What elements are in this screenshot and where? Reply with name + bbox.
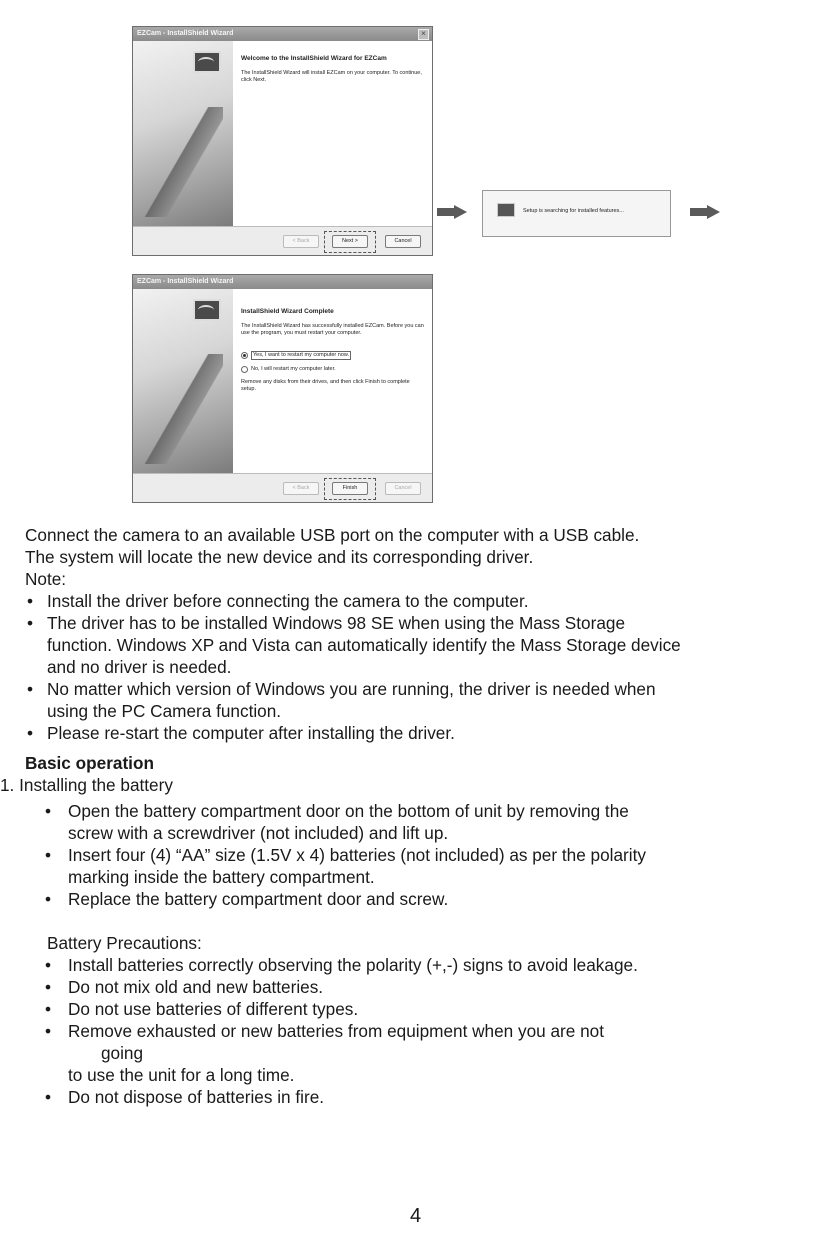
note-item (25, 590, 819, 612)
radio-label: Yes, I want to restart my computer now. (253, 352, 350, 358)
swoosh-graphic (143, 354, 223, 464)
precaution-text: going (101, 1043, 144, 1063)
next-button[interactable]: Next > (332, 235, 368, 248)
section-heading: Basic operation (25, 753, 154, 773)
finish-button[interactable]: Finish (332, 482, 368, 495)
note-text: • The driver has to be installed Windows 98 SE when using the Mass Storage (47, 613, 625, 633)
radio-selected-icon (241, 352, 248, 359)
radio-empty-icon (241, 366, 248, 373)
note-text: • Please re-start the computer after installing the driver. (47, 723, 455, 743)
step-text: • Open the battery compartment door on the bottom of unit by removing the (68, 801, 629, 821)
precaution-text: to use the unit for a long time. (68, 1065, 295, 1085)
precaution-text: • Do not mix old and new batteries. (68, 977, 324, 997)
window-title: EZCam - InstallShield Wizard (133, 275, 432, 289)
arrow-right-icon (690, 205, 720, 219)
note-text: function. Windows XP and Vista can automatically identify the Mass Storage device (47, 635, 681, 655)
window-title: EZCam - InstallShield Wizard (133, 27, 432, 41)
wizard-footer (133, 473, 432, 502)
cancel-button[interactable]: Cancel (385, 235, 421, 248)
monitor-icon (193, 299, 221, 321)
arrow-right-icon (437, 205, 467, 219)
wizard-note: Remove any disks from their drives, and then click Finish to complete setup. (241, 379, 410, 392)
radio-restart-later[interactable] (241, 366, 424, 373)
precaution-text: • Install batteries correctly observing the polarity (+,-) signs to avoid leakage. (68, 955, 638, 975)
note-text: • No matter which version of Windows you are running, the driver is needed when (47, 679, 656, 699)
step-text: marking inside the battery compartment. (68, 867, 375, 887)
note-text: and no driver is needed. (47, 657, 232, 677)
note-item (25, 678, 819, 722)
back-button[interactable]: < Back (283, 482, 319, 495)
step-heading: 1. Installing the battery (0, 775, 173, 795)
wizard-content (241, 55, 424, 90)
wizard-heading: Welcome to the InstallShield Wizard for EZCam (241, 55, 387, 62)
precaution-item (25, 1020, 819, 1064)
search-progress-dialog (482, 190, 671, 237)
note-item (25, 612, 819, 678)
installshield-complete-window (132, 274, 433, 503)
note-item (25, 722, 819, 744)
close-icon[interactable]: × (418, 29, 429, 40)
battery-step (25, 888, 819, 910)
wizard-body: The InstallShield Wizard has successfully installed EZCam. Before you can use the program, you must restart your computer. (241, 323, 424, 336)
battery-step (25, 800, 819, 844)
precautions-heading: Battery Precautions: (47, 933, 202, 953)
precaution-item (25, 1086, 819, 1108)
note-label: Note: (25, 569, 67, 589)
step-text: • Insert four (4) “AA” size (1.5V x 4) batteries (not included) as per the polarity (68, 845, 646, 865)
wizard-footer (133, 226, 432, 255)
precaution-item (25, 954, 819, 976)
search-status-text: Setup is searching for installed features... (523, 208, 624, 214)
precaution-text: • Remove exhausted or new batteries from equipment when you are not (68, 1021, 604, 1041)
page-number: 4 (409, 1205, 422, 1227)
intro-line: The system will locate the new device and its corresponding driver. (25, 547, 534, 567)
precaution-text: • Do not use batteries of different types. (68, 999, 359, 1019)
swoosh-graphic (143, 107, 223, 217)
cancel-button[interactable]: Cancel (385, 482, 421, 495)
note-text: • Install the driver before connecting the camera to the computer. (47, 591, 529, 611)
radio-restart-now[interactable] (241, 351, 424, 360)
wizard-side-banner (133, 41, 233, 227)
step-text: • Replace the battery compartment door and screw. (68, 889, 449, 909)
installshield-welcome-window (132, 26, 433, 256)
wizard-heading: InstallShield Wizard Complete (241, 308, 334, 315)
precaution-item (25, 998, 819, 1020)
instructions-text (0, 524, 819, 1108)
monitor-icon (193, 51, 221, 73)
precaution-text: • Do not dispose of batteries in fire. (68, 1087, 325, 1107)
precaution-item (25, 976, 819, 998)
wizard-side-banner (133, 289, 233, 474)
intro-line: Connect the camera to an available USB port on the computer with a USB cable. (25, 525, 640, 545)
step-text: screw with a screwdriver (not included) and lift up. (68, 823, 449, 843)
monitor-icon (497, 203, 515, 217)
wizard-content (241, 308, 424, 399)
wizard-body: The InstallShield Wizard will install EZCam on your computer. To continue, click Next. (241, 70, 422, 83)
radio-label: No, I will restart my computer later. (251, 366, 336, 372)
battery-step (25, 844, 819, 888)
note-text: using the PC Camera function. (47, 701, 282, 721)
back-button[interactable]: < Back (283, 235, 319, 248)
